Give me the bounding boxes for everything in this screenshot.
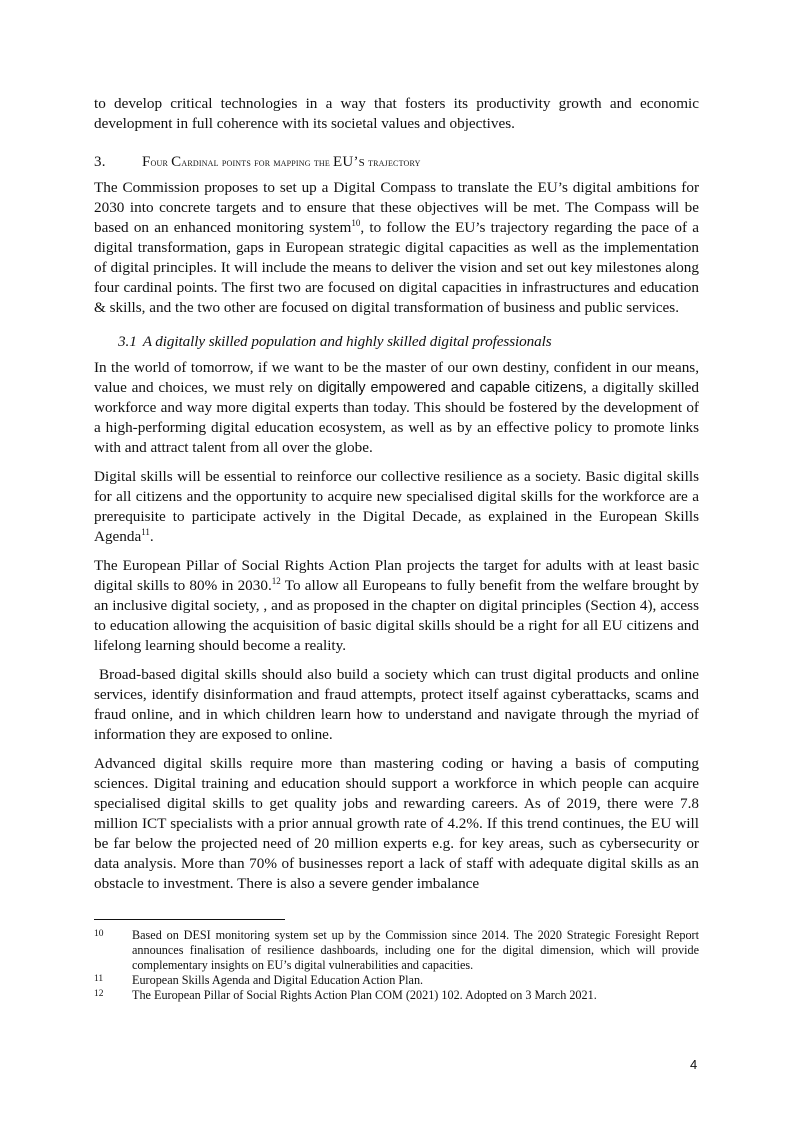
page-number: 4	[690, 1057, 698, 1072]
emphasis-text: digitally empowered and capable citizens	[317, 380, 584, 396]
footnote-text: Based on DESI monitoring system set up by the Commission since 2014. The 2020 Strategic Foresight Report announces finalisation of resilience dashboards, including one for the digital dimension, which will provide complementary insights on EU’s digital vulnerabilities and capacities.	[132, 928, 699, 972]
footnote-item	[94, 928, 699, 973]
footnotes	[94, 928, 699, 1003]
footnote-ref: 12	[271, 576, 281, 586]
footnote-ref: 11	[141, 527, 150, 537]
subsection-heading	[118, 332, 699, 352]
section-paragraph: The Commission proposes to set up a Digital Compass to translate the EU’s digital ambitions for 2030 into concrete targets and to ensure that these objectives will be met. The Compass will be based on an enhanced monitoring system$^{10}$, to follow the EU’s trajectory regarding the pace of a digital transformation, gaps in European strategic digital capacities as well as the implementation of digital principles. It will include the means to deliver the vision and set out key milestones along four cardinal points. The first two are focused on digital capacities in infrastructures and education & skills, and the two other are focused on digital transformation of business and public services.	[94, 179, 699, 316]
body-paragraph: Broad-based digital skills should also build a society which can trust digital products and online services, identify disinformation and fraud attempts, protect itself against cyberattacks, scams and fraud online, and in which children learn how to understand and navigate through the myriad of information they are exposed to online.	[94, 666, 703, 743]
subsection-title: A digitally skilled population and highly skilled digital professionals	[142, 333, 552, 350]
body-paragraph: Advanced digital skills require more than mastering coding or having a basis of computing sciences. Digital training and education should support a workforce in which people can acquire specialised digital skills to get quality jobs and rewarding careers. As of 2019, there were 7.8 million ICT specialists with a prior annual growth rate of 4.2%. If this trend continues, the EU will be far below the projected need of 20 million experts e.g. for key areas, such as cybersecurity or data analysis. More than 70% of businesses report a lack of staff with adequate digital skills as an obstacle to investment. There is also a severe gender imbalance	[94, 755, 699, 892]
footnote-divider	[94, 919, 285, 920]
footnote-number: 10	[94, 929, 104, 939]
footnote-number: 11	[94, 974, 104, 984]
footnote-item	[94, 988, 699, 1003]
section-heading	[94, 152, 699, 173]
section-number: 3.	[94, 154, 106, 170]
body-paragraph: Digital skills will be essential to reinforce our collective resilience as a society. Basic digital skills for all citizens and the opportunity to acquire new specialised digital skills for the workforce are a prerequisite to participate actively in the Digital Decade, as explained in the European Skills Agenda$^{11}$.	[94, 468, 699, 545]
body-paragraph: In the world of tomorrow, if we want to be the master of our own destiny, confident in our means, value and choices, we must rely on digitally empowered and capable citizens, a digitally skilled workforce and way more digital experts than today. This should be fostered by the development of a high-performing digital education ecosystem, as well as by an effective policy to promote links with and attract talent from all over the globe.	[94, 359, 700, 456]
footnote-number: 12	[94, 989, 104, 999]
footnote-text: European Skills Agenda and Digital Education Action Plan.	[132, 973, 424, 987]
document-body	[94, 94, 703, 894]
intro-paragraph: to develop critical technologies in a way that fosters its productivity growth and economic development in full coherence with its societal values and objectives.	[94, 95, 699, 132]
section-title: Four Cardinal points for mapping the EU’s trajectory	[142, 154, 421, 170]
footnote-text: The European Pillar of Social Rights Action Plan COM (2021) 102. Adopted on 3 March 2021.	[132, 988, 597, 1002]
footnote-item	[94, 973, 699, 988]
footnote-ref: 10	[351, 218, 361, 228]
body-paragraph: The European Pillar of Social Rights Action Plan projects the target for adults with at least basic digital skills to 80% in 2030.12 To allow all Europeans to fully benefit from the welfare brought by an inclusive digital society, , and as proposed in the chapter on digital principles (Section 4), access to education allowing the acquisition of basic digital skills should be a right for all EU citizens and lifelong learning should become a reality.	[94, 557, 699, 654]
subsection-number: 3.1	[118, 333, 137, 350]
